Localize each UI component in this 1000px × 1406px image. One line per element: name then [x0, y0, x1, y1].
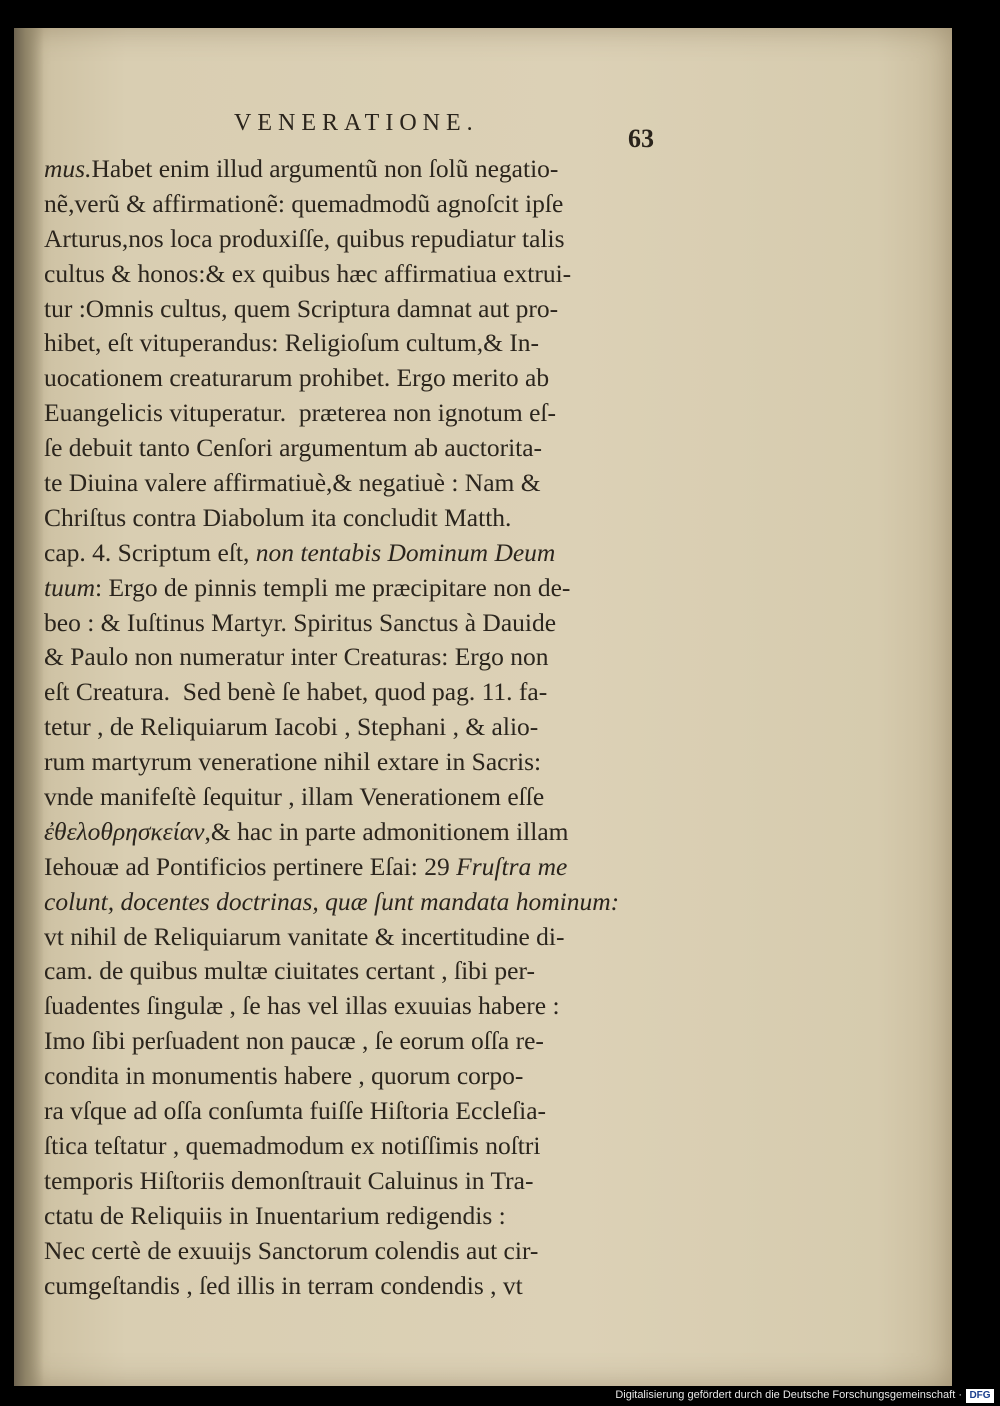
text-segment: tur :Omnis cultus, quem Scriptura damnat aut pro- — [44, 293, 559, 323]
text-line — [44, 501, 648, 536]
text-segment: Habet enim illud argumentũ non ſolũ negatio- — [91, 154, 559, 183]
text-segment: vt nihil de Reliquiarum vanitate & incertitudine di- — [44, 921, 565, 951]
text-segment: eſt Creatura. Sed benè ſe habet, quod pag. 11. fa- — [44, 677, 548, 707]
text-segment: Euangelicis vituperatur. præterea non ignotum eſ- — [44, 398, 556, 428]
text-segment: hibet, eſt vituperandus: Religioſum cultum,& In- — [44, 328, 540, 358]
text-line — [44, 571, 648, 606]
text-segment: Imo ſibi perſuadent non paucæ , ſe eorum oſſa re- — [44, 1026, 544, 1056]
text-segment: ſuadentes ſingulæ , ſe has vel illas exuuias habere : — [44, 991, 560, 1021]
page-number: 63 — [628, 124, 654, 153]
text-line — [44, 954, 648, 989]
text-segment: tetur , de Reliquiarum Iacobi , Stephani , & alio- — [44, 712, 539, 742]
scanned-book-page — [14, 28, 952, 1386]
text-segment: nẽ,verũ & affirmationẽ: quemadmodũ agnoſcit ipſe — [44, 188, 564, 218]
text-line — [44, 1199, 648, 1234]
text-line — [44, 1269, 648, 1304]
text-segment: cap. 4. Scriptum eſt, — [44, 537, 256, 567]
text-segment: vnde manifeſtè ſequitur , illam Venerationem eſſe — [44, 782, 545, 812]
text-line — [44, 745, 648, 780]
text-line — [44, 780, 648, 815]
text-line — [44, 815, 648, 850]
text-segment: Arturus,nos loca produxiſſe, quibus repudiatur talis — [44, 223, 565, 253]
text-segment: cumgeſtandis , ſed illis in terram condendis , vt — [44, 1270, 523, 1300]
italic-text: Fruſtra me — [456, 851, 568, 881]
text-segment: cam. de quibus multæ ciuitates certant , ſibi per- — [44, 956, 535, 986]
italic-text: tuum — [44, 572, 95, 602]
text-line — [44, 536, 648, 571]
text-line — [44, 710, 648, 745]
text-segment: temporis Hiſtoriis demonſtrauit Caluinus in Tra- — [44, 1165, 534, 1195]
running-head: VENERATIONE. — [234, 110, 479, 136]
text-segment: Iehouæ ad Pontificios pertinere Eſai: 29 — [44, 851, 457, 881]
text-line — [44, 850, 648, 885]
text-line — [44, 675, 648, 710]
text-line — [44, 1129, 648, 1164]
body-text — [44, 152, 648, 1303]
text-line — [44, 326, 648, 361]
text-line — [44, 1234, 648, 1269]
text-line — [44, 640, 648, 675]
text-line — [44, 1164, 648, 1199]
text-line — [44, 396, 648, 431]
text-segment: beo : & Iuſtinus Martyr. Spiritus Sanctus à Dauide — [44, 607, 557, 637]
text-line — [44, 152, 648, 187]
text-segment: Nec certè de exuuijs Sanctorum colendis aut cir- — [44, 1235, 539, 1265]
text-segment: Chriſtus contra Diabolum ita concludit Matth. — [44, 502, 512, 532]
text-line — [44, 606, 648, 641]
text-segment: ſe debuit tanto Cenſori argumentum ab auctorita- — [44, 433, 543, 463]
text-segment: : Ergo de pinnis templi me præcipitare non de- — [95, 572, 571, 602]
text-line — [44, 222, 648, 257]
text-line — [44, 920, 648, 955]
text-segment: te Diuina valere affirmatiuè,& negatiuè : Nam & — [44, 468, 541, 498]
text-line — [44, 466, 648, 501]
text-segment: rum martyrum veneratione nihil extare in Sacris: — [44, 747, 542, 777]
text-line — [44, 187, 648, 222]
text-line — [44, 885, 648, 920]
text-line — [44, 292, 648, 327]
text-line — [44, 1059, 648, 1094]
dfg-logo: DFG — [966, 1389, 994, 1403]
text-segment: ſtica teſtatur , quemadmodum ex notiſſimis noſtri — [44, 1130, 541, 1160]
italic-text: mus. — [44, 154, 92, 183]
text-line — [44, 361, 648, 396]
italic-text: ἐθελοθρησκείαν — [44, 816, 205, 846]
text-line — [44, 1024, 648, 1059]
italic-text: colunt, docentes doctrinas, quæ ſunt mandata hominum: — [44, 886, 620, 916]
text-segment: & Paulo non numeratur inter Creaturas: Ergo non — [44, 642, 549, 672]
italic-text: non tentabis Dominum Deum — [255, 537, 556, 567]
text-line — [44, 989, 648, 1024]
text-segment: uocationem creaturarum prohibet. Ergo merito ab — [44, 363, 550, 393]
text-segment: ra vſque ad oſſa conſumta fuiſſe Hiſtoria Eccleſia- — [44, 1096, 547, 1126]
text-segment: ctatu de Reliquiis in Inuentarium redigendis : — [44, 1200, 506, 1230]
text-line — [44, 431, 648, 466]
text-segment: condita in monumentis habere , quorum corpo- — [44, 1061, 524, 1091]
page-gutter-shadow — [14, 28, 44, 1386]
text-segment: cultus & honos:& ex quibus hæc affirmatiua extrui- — [44, 258, 572, 288]
text-line — [44, 257, 648, 292]
text-line — [44, 1094, 648, 1129]
footer-credit: Digitalisierung gefördert durch die Deutsche Forschungsgemeinschaft · — [615, 1389, 962, 1401]
text-segment: ,& hac in parte admonitionem illam — [204, 816, 569, 846]
